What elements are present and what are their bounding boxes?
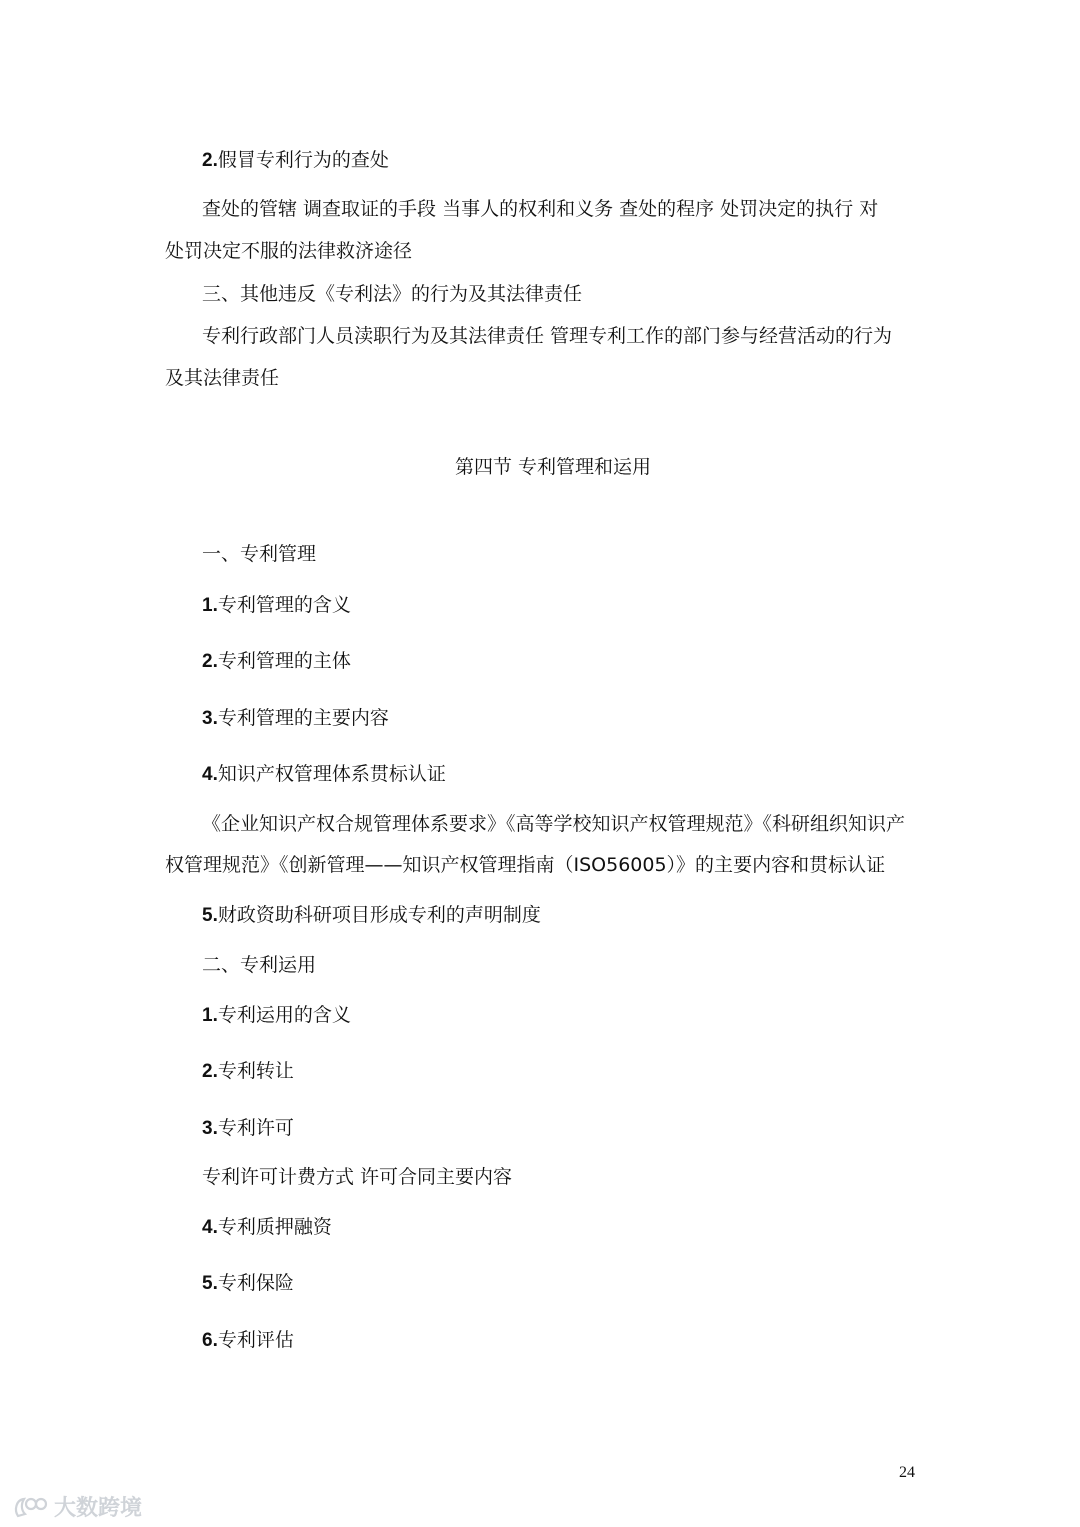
paragraph-line: 查处的管辖 调查取证的手段 当事人的权利和义务 查处的程序 处罚决定的执行 对	[202, 198, 879, 220]
list-item: 3.专利管理的主要内容	[202, 707, 389, 729]
list-item: 4.专利质押融资	[202, 1216, 332, 1238]
paragraph-line: 专利行政部门人员渎职行为及其法律责任 管理专利工作的部门参与经营活动的行为	[202, 325, 893, 347]
heading-other-violations: 三、其他违反《专利法》的行为及其法律责任	[202, 283, 583, 305]
paragraph-line: 《企业知识产权合规管理体系要求》《高等学校知识产权管理规范》《科研组织知识产	[202, 813, 906, 835]
watermark-logo-icon	[12, 1494, 48, 1520]
paragraph-line: 及其法律责任	[165, 367, 280, 389]
heading-counterfeit-patent: 2.假冒专利行为的查处	[202, 149, 389, 171]
list-item: 4.知识产权管理体系贯标认证	[202, 763, 446, 785]
list-item: 2.专利转让	[202, 1060, 294, 1082]
list-item: 1.专利运用的含义	[202, 1004, 351, 1026]
paragraph-line: 处罚决定不服的法律救济途径	[165, 240, 413, 262]
list-item: 5.财政资助科研项目形成专利的声明制度	[202, 904, 541, 926]
list-item: 2.专利管理的主体	[202, 650, 351, 672]
watermark	[12, 1491, 142, 1522]
heading-patent-management: 一、专利管理	[202, 543, 317, 565]
page-number: 24	[899, 1464, 915, 1481]
list-item: 5.专利保险	[202, 1272, 294, 1294]
list-item: 6.专利评估	[202, 1329, 294, 1351]
list-item: 3.专利许可	[202, 1117, 294, 1139]
watermark-text: 大数跨境	[54, 1496, 143, 1521]
paragraph-line: 专利许可计费方式 许可合同主要内容	[202, 1166, 513, 1188]
paragraph-line: 权管理规范》《创新管理——知识产权管理指南（ISO56005）》的主要内容和贯标认证	[165, 854, 886, 876]
list-item: 1.专利管理的含义	[202, 594, 351, 616]
heading-patent-utilization: 二、专利运用	[202, 954, 317, 976]
